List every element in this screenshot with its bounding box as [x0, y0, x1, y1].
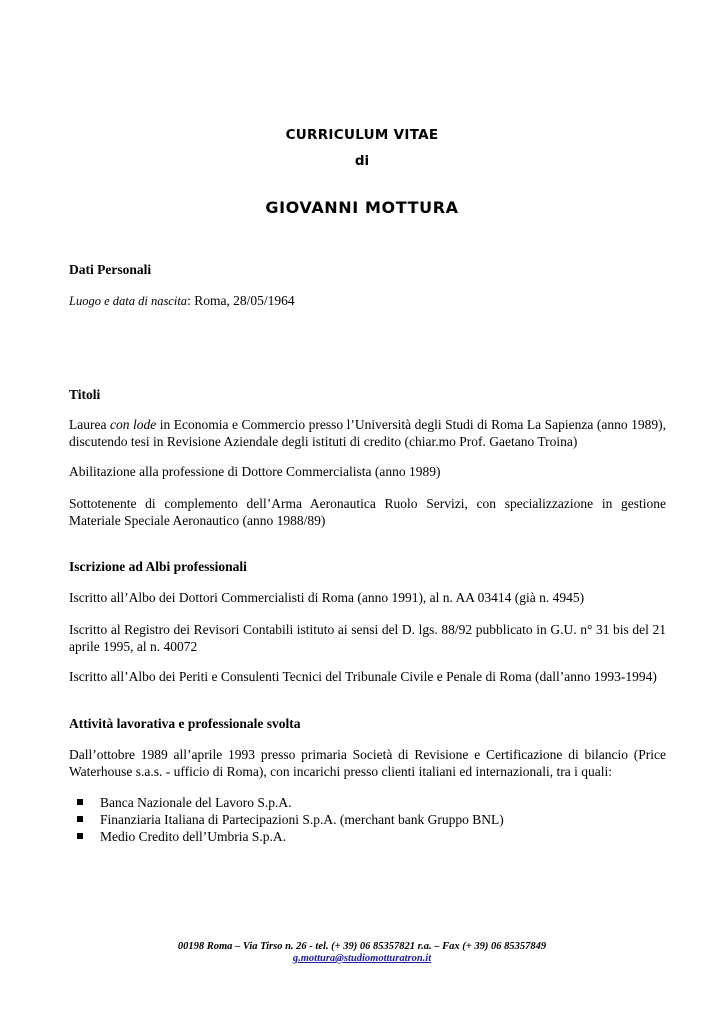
- footer-email-line: [0, 953, 724, 964]
- section-heading-personal: Dati Personali: [69, 262, 152, 277]
- titoli-abilitazione: Abilitazione alla professione di Dottore Commercialista (anno 1989): [69, 464, 441, 479]
- titoli-laurea: [69, 416, 666, 450]
- cv-name: GIOVANNI MOTTURA: [265, 198, 459, 217]
- albi-item-3: Iscritto all’Albo dei Periti e Consulenti Tecnici del Tribunale Civile e Penale di Roma (dall’anno 1993-1994): [69, 669, 657, 684]
- section-heading-titoli: Titoli: [69, 387, 101, 402]
- bullet-square-icon: [77, 833, 83, 839]
- client-name: Finanziaria Italiana di Partecipazioni S.p.A. (merchant bank Gruppo BNL): [100, 812, 504, 827]
- client-name: Medio Credito dell’Umbria S.p.A.: [100, 829, 286, 844]
- footer-email-link[interactable]: g.mottura@studiomotturatron.it: [292, 953, 432, 964]
- clients-list: [69, 794, 666, 845]
- list-item: [69, 811, 666, 828]
- birth-value: : Roma, 28/05/1964: [187, 293, 295, 308]
- cv-title: CURRICULUM VITAE: [285, 127, 439, 143]
- albi-item-1: Iscritto all’Albo dei Dottori Commercialisti di Roma (anno 1991), al n. AA 03414 (già n. 4945): [69, 590, 585, 605]
- list-item: [69, 794, 666, 811]
- laurea-post: in Economia e Commercio presso l’Università degli Studi di Roma La Sapienza (anno 1989), discutendo tesi in Revisione Aziendale degli istituti di credito (chiar.mo Prof. Gaetano Troina): [69, 417, 666, 449]
- laurea-italic: con lode: [109, 417, 157, 432]
- laurea-pre: Laurea: [69, 417, 110, 432]
- birth-info: [69, 292, 666, 310]
- client-name: Banca Nazionale del Lavoro S.p.A.: [100, 795, 292, 810]
- bullet-square-icon: [77, 816, 83, 822]
- birth-label: Luogo e data di nascita: [69, 294, 188, 308]
- section-heading-attivita: Attività lavorativa e professionale svolta: [69, 716, 301, 731]
- list-item: [69, 828, 666, 845]
- section-heading-albi: Iscrizione ad Albi professionali: [69, 559, 247, 574]
- albi-item-2: Iscritto al Registro dei Revisori Contabili istituto ai sensi del D. lgs. 88/92 pubblicato in G.U. n° 31 bis del 21 aprile 1995, al n. 40072: [69, 622, 666, 654]
- footer-address: 00198 Roma – Via Tirso n. 26 - tel. (+ 39) 06 85357821 r.a. – Fax (+ 39) 06 85357849: [177, 941, 547, 952]
- attivita-intro: Dall’ottobre 1989 all’aprile 1993 presso primaria Società di Revisione e Certificazione di bilancio (Price Waterhouse s.a.s. - ufficio di Roma), con incarichi presso clienti italiani ed internazionali, tra i quali:: [69, 747, 666, 779]
- bullet-square-icon: [77, 799, 83, 805]
- cv-title-di: di: [354, 153, 370, 169]
- titoli-sottotenente: Sottotenente di complemento dell’Arma Aeronautica Ruolo Servizi, con specializzazione in gestione Materiale Speciale Aeronautico (anno 1988/89): [69, 496, 666, 528]
